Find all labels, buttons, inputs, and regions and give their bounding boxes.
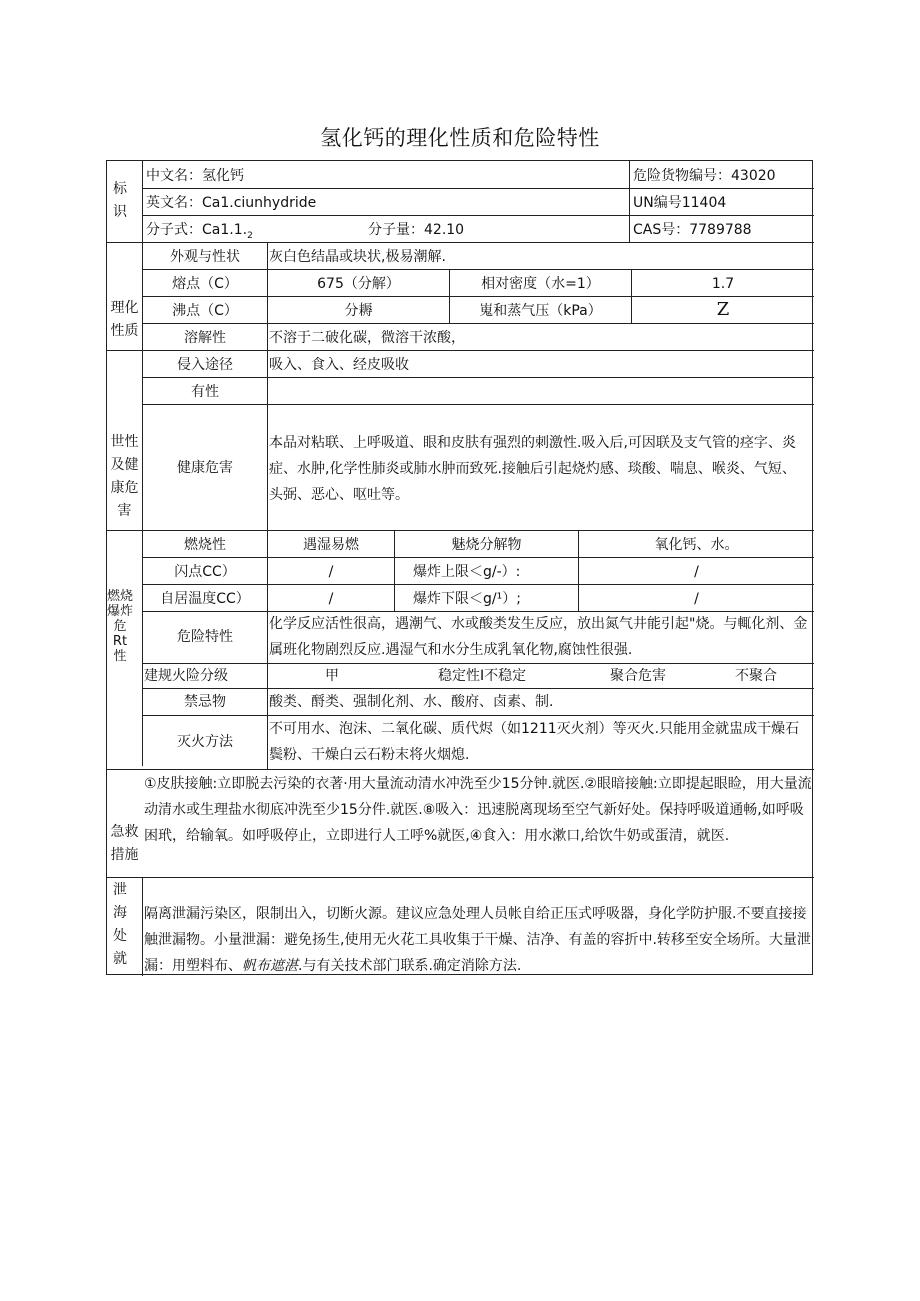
density-value: 1.7 xyxy=(711,276,735,292)
boiling-value: 分耨 xyxy=(344,303,373,319)
section-health: 世性及健康危害 xyxy=(110,434,139,519)
grid-line xyxy=(142,269,814,270)
formula-text: 分子式：Ca1.1. xyxy=(146,222,248,238)
molecular-weight: 分子量：42.10 xyxy=(368,222,465,238)
grid-line xyxy=(142,377,814,378)
grid-line xyxy=(142,584,814,585)
grid-line xyxy=(107,877,814,878)
msds-table xyxy=(106,160,813,975)
leak-text-b: .与有关技术部门联系.确定消除方法. xyxy=(298,958,522,974)
upper-limit-value: / xyxy=(694,564,699,580)
page-title: 氢化钙的理化性质和危险特性 xyxy=(320,126,600,150)
combustion-products-label: 魅烧分解物 xyxy=(451,537,522,553)
health-hazard-value: 本品对粘联、上呼吸道、眼和皮肤有强烈的刺激性.吸入后,可因联及支气管的痉字、炎症、水肿,化学性肺炎或肺水肿而致死.接触后引起烧灼感、琰酸、喘息、喉炎、气短、头弼、恶心、呕吐等。 xyxy=(269,435,796,503)
grid-line xyxy=(629,161,630,242)
firstaid-text: ①皮肤接触:立即脱去污染的衣著·用大量流动清水冲洗至少15分钟.就医.②眼暗接触:立即提起眼睑，用大量流动清水或生理盐水彻底冲洗至少15分件.就医.⑧吸入：迅速脱离现场至空气新好处。保持呼吸道通畅,如呼吸困玳，给输氧。如呼吸停止，立即进行人工呼%就医,④食入：用水漱口,给饮牛奶或蛋清，就医. xyxy=(144,776,812,844)
cn-name: 中文名：氢化钙 xyxy=(146,168,244,184)
flammability-value: 遇湿易燃 xyxy=(303,537,359,553)
extinguish-label: 灭火方法 xyxy=(177,734,233,750)
leak-text xyxy=(144,901,812,979)
autoignition-value: / xyxy=(328,591,334,607)
grid-line xyxy=(267,242,268,769)
grid-line xyxy=(142,296,814,297)
extinguish-value: 不可用水、泡沫、二氧化碳、质代烬（如1211灭火剂）等灭火.只能用金就盅成干燥石鬓粉、干燥白云石粉末将火烟熄. xyxy=(269,721,800,763)
appearance-value: 灰白色结晶或块状,极易潮解. xyxy=(269,249,446,265)
incompatible-value: 酸类、酹类、强制化剂、水、酸府、卤素、制. xyxy=(269,694,554,710)
danger-value: 化学反应活性很高，遇潮气、水或酸类发生反应，放出氮气井能引起"烧。与輒化剂、金属班化物剧烈反应.遇湿气和水分生成乳氧化物,腐蚀性很强. xyxy=(269,616,808,658)
leak-text-italic: 帆布遮湛 xyxy=(242,958,298,974)
incompatible-label: 禁忌物 xyxy=(184,694,226,710)
route-value: 吸入、食入、经皮吸收 xyxy=(269,357,409,373)
section-fire: 燃烧爆炸危Rt性 xyxy=(107,589,134,664)
upper-limit-label: 爆炸上限＜g/-）: xyxy=(413,564,521,580)
fire-class-label: 建规火险分级 xyxy=(144,668,228,684)
grid-line xyxy=(142,188,814,189)
section-identity: 标识 xyxy=(113,181,127,220)
flash-point-value: / xyxy=(328,564,334,580)
vapor-pressure-label: 嵬和蒸气压（kPa） xyxy=(479,303,602,319)
hazard-goods-number: 危险货物编号：43020 xyxy=(633,168,776,184)
toxicity-label: 有性 xyxy=(191,384,219,400)
solubility-label: 溶解性 xyxy=(184,330,226,346)
grid-line xyxy=(142,215,814,216)
molecular-formula xyxy=(146,222,253,244)
solubility-value: 不溶于二破化碳，微溶干浓酸， xyxy=(269,330,465,346)
formula-subscript: 2 xyxy=(247,230,253,241)
lower-limit-value: / xyxy=(694,591,699,607)
grid-line xyxy=(142,404,814,405)
leak-text-a: 隔离泄漏污染区，限制出入，切断火源。建议应急处理人员帐自给正压式呼吸器，身化学防护服.不要直接接触泄漏物。小量泄漏：避免扬生,使用无火花工具收集于干燥、洁净、有盖的容折中.转移至安全场所。大量泄漏：用塑料布、 xyxy=(144,906,811,974)
route-label: 侵入途径 xyxy=(177,357,233,373)
section-leak: 泄海处就 xyxy=(113,882,127,967)
autoignition-label: 自居温度CC） xyxy=(160,591,250,607)
grid-line xyxy=(107,769,814,770)
flash-point-label: 闪点CC） xyxy=(174,564,236,580)
density-label: 相对密度（水=1） xyxy=(481,276,600,292)
en-name: 英文名：Ca1.ciunhydride xyxy=(146,195,317,211)
danger-label: 危险特性 xyxy=(177,629,233,645)
combustion-products-value: 氧化钙、水。 xyxy=(654,537,739,553)
melting-value: 675（分解） xyxy=(317,276,400,292)
un-number: UN编号11404 xyxy=(633,195,727,211)
grid-line xyxy=(142,323,814,324)
health-hazard-label: 健康危害 xyxy=(177,460,233,476)
section-divider xyxy=(142,877,143,976)
polymer-hazard-value: 不聚合 xyxy=(735,668,777,684)
grid-line xyxy=(142,688,814,689)
section-firstaid: 急救措施 xyxy=(110,824,139,863)
boiling-label: 沸点（C） xyxy=(172,303,238,319)
grid-line xyxy=(142,663,814,664)
fire-class-value: 甲 xyxy=(325,668,339,684)
melting-label: 熔点（C） xyxy=(172,276,238,292)
lower-limit-label: 爆炸下限＜g/¹）; xyxy=(413,591,521,607)
flammability-label: 燃烧性 xyxy=(184,537,226,553)
appearance-label: 外观与性状 xyxy=(170,249,240,265)
section-physchem: 理化性质 xyxy=(110,300,139,339)
polymer-hazard-label: 聚合危害 xyxy=(610,668,666,684)
vapor-pressure-value: Z xyxy=(716,299,730,320)
grid-line xyxy=(107,350,814,351)
cas-number: CAS号：7789788 xyxy=(633,222,752,238)
stability-label: 稳定性I不稳定 xyxy=(438,668,527,684)
grid-line xyxy=(107,530,814,531)
grid-line xyxy=(142,557,814,558)
